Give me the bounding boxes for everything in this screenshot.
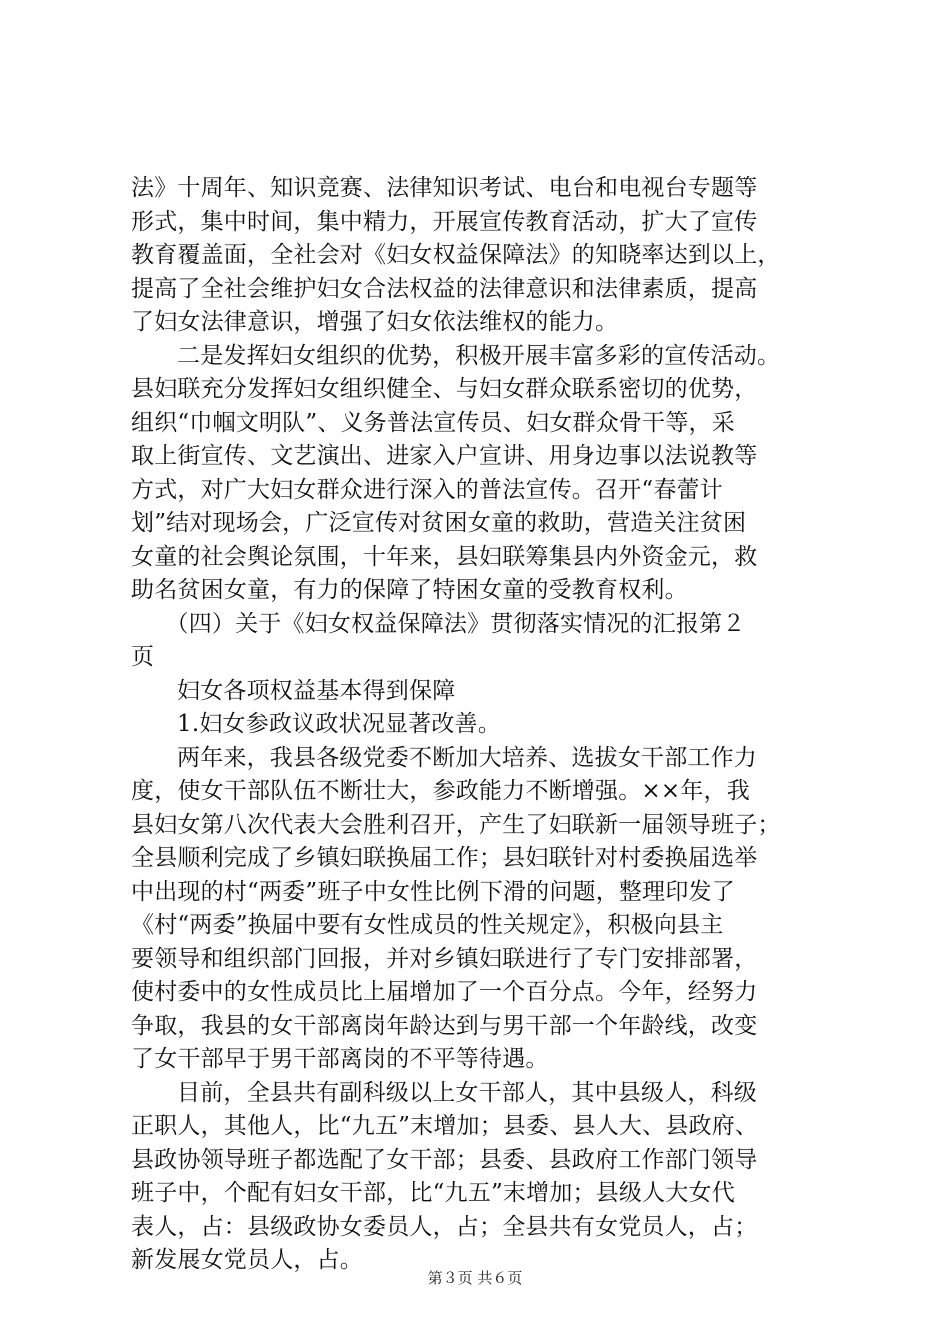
body-text-line: 页 [131,644,155,670]
body-text-line: 县妇联充分发挥妇女组织健全、与妇女群众联系密切的优势， [131,376,758,402]
body-text-line: 全县顺利完成了乡镇妇联换届工作；县妇联针对村委换届选举 [131,845,758,871]
body-text-line: 女童的社会舆论氛围，十年来，县妇联筹集县内外资金元，救 [131,543,758,570]
page-footer: 第３页 共６页 [427,1269,523,1287]
body-text-line: 组织“巾帼文明队”、义务普法宣传员、妇女群众骨干等，采 [131,409,735,436]
body-text-line: 划”结对现场会，广泛宣传对贫困女童的救助，营造关注贫困 [131,510,747,536]
body-text-line: 要领导和组织部门回报，并对乡镇妇联进行了专门安排部署， [131,945,758,972]
body-text-line: 新发展女党员人，占。 [131,1247,363,1273]
body-text-line: 中出现的村“两委”班子中女性比例下滑的问题，整理印发了 [131,878,735,905]
body-text-line: 两年来，我县各级党委不断加大培养、选拔女干部工作力 [177,744,757,771]
body-text-line: 形式，集中时间，集中精力，开展宣传教育活动，扩大了宣传 [131,208,758,235]
body-text-line: 法》十周年、知识竞赛、法律知识考试、电台和电视台专题等 [131,175,758,201]
body-text-line: 县妇女第八次代表大会胜利召开，产生了妇联新一届领导班子； [131,811,781,838]
body-text-line: 了妇女法律意识，增强了妇女依法维权的能力。 [131,309,619,335]
body-text-line: 助名贫困女童，有力的保障了特困女童的受教育权利。 [131,577,688,603]
body-text-line: 班子中，个配有妇女干部，比“九五”末增加；县级人大女代 [131,1180,735,1206]
body-text-line: 争取，我县的女干部离岗年龄达到与男干部一个年龄线，改变 [131,1012,758,1039]
body-text-line: 了女干部早于男干部离岗的不平等待遇。 [131,1046,549,1072]
body-text-line: 妇女各项权益基本得到保障 [177,677,456,704]
body-text-line: 目前，全县共有副科级以上女干部人，其中县级人，科级 [177,1079,757,1106]
body-text-line: 县政协领导班子都选配了女干部；县委、县政府工作部门领导 [131,1146,758,1173]
body-text-line: 《村“两委”换届中要有女性成员的性关规定》，积极向县主 [131,912,724,938]
body-text-line: 1.妇女参政议政状况显著改善。 [177,711,501,737]
body-text-line: 使村委中的女性成员比上届增加了一个百分点。今年，经努力 [131,979,758,1005]
body-text-line: 提高了全社会维护妇女合法权益的法律意识和法律素质，提高 [131,275,758,302]
body-text-line: 方式，对广大妇女群众进行深入的普法宣传。召开“春蕾计 [131,476,723,503]
body-text-line: 二是发挥妇女组织的优势，积极开展丰富多彩的宣传活动。 [177,342,781,369]
body-text-line: （四）关于《妇女权益保障法》贯彻落实情况的汇报第２ [165,610,746,637]
document-body [131,172,831,1278]
body-text-line: 教育覆盖面，全社会对《妇女权益保障法》的知晓率达到以上， [131,242,781,268]
body-text-line: 正职人，其他人，比“九五”末增加；县委、县人大、县政府、 [131,1113,759,1139]
body-text-line: 度，使女干部队伍不断壮大，参政能力不断增强。××年，我 [131,778,750,804]
body-text-line: 取上街宣传、文艺演出、进家入户宣讲、用身边事以法说教等 [131,443,758,469]
body-text-line: 表人，占：县级政协女委员人，占；全县共有女党员人，占； [131,1213,758,1240]
